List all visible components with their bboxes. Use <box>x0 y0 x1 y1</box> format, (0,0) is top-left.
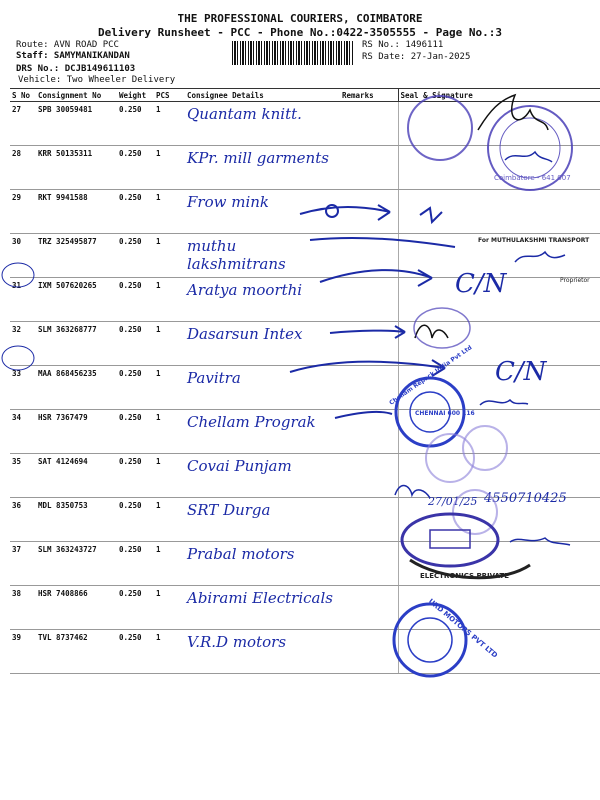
cell-consignment: SPB 30059481 <box>36 102 117 146</box>
cell-pcs: 1 <box>154 190 185 234</box>
cell-sno: 38 <box>10 586 36 630</box>
col-header-consignment: Consignment No <box>36 89 117 102</box>
cell-pcs: 1 <box>154 410 185 454</box>
cell-sno: 36 <box>10 498 36 542</box>
signature-stamp-row27 <box>408 96 472 160</box>
vehicle-label: Vehicle: Two Wheeler Delivery <box>18 75 176 85</box>
cell-sno: 39 <box>10 630 36 674</box>
cell-sno: 32 <box>10 322 36 366</box>
cell-pcs: 1 <box>154 234 185 278</box>
circle-mark-33 <box>2 346 34 370</box>
oval-stamp-row37 <box>402 514 498 566</box>
cell-sno: 35 <box>10 454 36 498</box>
cell-weight: 0.250 <box>117 630 154 674</box>
consignee-handwriting: Pavitra <box>187 369 241 387</box>
cell-weight: 0.250 <box>117 102 154 146</box>
cell-pcs: 1 <box>154 278 185 322</box>
cell-consignment: HSR 7408866 <box>36 586 117 630</box>
signature-scribble <box>515 252 565 262</box>
kpr-stamp <box>488 106 572 190</box>
signature-scribble <box>510 538 570 545</box>
consignee-handwriting: Abirami Electricals <box>187 589 333 607</box>
cell-pcs: 1 <box>154 498 185 542</box>
arrow-stroke <box>335 412 392 418</box>
faded-stamp <box>463 426 507 470</box>
cell-sno: 28 <box>10 146 36 190</box>
cell-sno: 37 <box>10 542 36 586</box>
signature-scribble <box>415 325 448 338</box>
cell-weight: 0.250 <box>117 366 154 410</box>
consignee-handwriting: SRT Durga <box>187 501 271 519</box>
cell-pcs: 1 <box>154 102 185 146</box>
remark-cn-33: C/N <box>495 357 547 387</box>
signature-scribble <box>480 400 528 405</box>
electronics-stamp-text: ELECTRONICS PRIVATE <box>420 572 509 580</box>
signature-scribble <box>478 95 548 130</box>
cell-consignment: SLM 363268777 <box>36 322 117 366</box>
urd-stamp-text: URD MOTORS PVT LTD <box>426 597 499 660</box>
arrow-stroke <box>320 270 432 286</box>
cell-consignment: TVL 8737462 <box>36 630 117 674</box>
chellam-stamp <box>388 344 475 446</box>
muthulakshmi-stamp: For MUTHULAKSHMI TRANSPORT <box>478 237 590 244</box>
cell-sno: 27 <box>10 102 36 146</box>
chellam-stamp-city: CHENNAI 600 116 <box>415 410 475 417</box>
cell-consignment: HSR 7367479 <box>36 410 117 454</box>
cell-pcs: 1 <box>154 146 185 190</box>
col-header-weight: Weight <box>117 89 154 102</box>
cell-weight: 0.250 <box>117 454 154 498</box>
cell-consignment: RKT 9941588 <box>36 190 117 234</box>
cell-pcs: 1 <box>154 454 185 498</box>
cell-pcs: 1 <box>154 542 185 586</box>
cell-consignment: KRR 50135311 <box>36 146 117 190</box>
cell-weight: 0.250 <box>117 498 154 542</box>
cell-consignment: IXM 507620265 <box>36 278 117 322</box>
signature-scribble <box>420 208 442 222</box>
staff-label: Staff: SAMYMANIKANDAN <box>16 51 130 61</box>
consignee-handwriting: muthu lakshmitrans <box>187 237 286 273</box>
consignee-handwriting: V.R.D motors <box>187 633 287 651</box>
rs-number: RS No.: 1496111 <box>362 40 444 50</box>
cell-sno: 34 <box>10 410 36 454</box>
cell-sno: 31 <box>10 278 36 322</box>
cell-consignment: MDL 8350753 <box>36 498 117 542</box>
cell-consignment: SLM 363243727 <box>36 542 117 586</box>
consignee-handwriting: Frow mink <box>187 193 269 211</box>
kpr-stamp-city: Coimbatore - 641 007 <box>494 174 571 182</box>
cell-consignment: SAT 4124694 <box>36 454 117 498</box>
cell-consignment: TRZ 325495877 <box>36 234 117 278</box>
cell-sno: 29 <box>10 190 36 234</box>
chellam-stamp-name: Chellam Repack India Pvt Ltd <box>388 344 474 407</box>
consignee-handwriting: Aratya moorthi <box>187 281 303 299</box>
cell-weight: 0.250 <box>117 322 154 366</box>
cell-sno: 30 <box>10 234 36 278</box>
document-subtitle: Delivery Runsheet - PCC - Phone No.:0422-3505555 - Page No.:3 <box>98 26 502 39</box>
cell-pcs: 1 <box>154 586 185 630</box>
arrow-stroke <box>330 326 405 338</box>
cell-weight: 0.250 <box>117 278 154 322</box>
col-header-sno: S No <box>10 89 36 102</box>
consignee-handwriting: Covai Punjam <box>187 457 292 475</box>
signature-scribble <box>505 152 552 162</box>
cell-pcs: 1 <box>154 630 185 674</box>
col-header-remarks: Remarks <box>340 89 398 102</box>
cell-weight: 0.250 <box>117 190 154 234</box>
remark-cn-31: C/N <box>455 269 507 299</box>
col-header-pcs: PCS <box>154 89 185 102</box>
stamp-row32 <box>414 308 470 348</box>
arrow-stroke <box>290 360 445 376</box>
cell-pcs: 1 <box>154 366 185 410</box>
route-label: Route: AVN ROAD PCC <box>16 40 119 50</box>
cell-weight: 0.250 <box>117 146 154 190</box>
urd-motors-stamp <box>394 597 499 676</box>
remark-date-36: 27/01/25 <box>428 495 478 508</box>
arrow-stroke <box>300 205 390 220</box>
cell-weight: 0.250 <box>117 410 154 454</box>
cell-weight: 0.250 <box>117 542 154 586</box>
consignee-handwriting: Chellam Prograk <box>187 413 316 431</box>
consignee-handwriting: Quantam knitt. <box>187 105 302 123</box>
document-title: THE PROFESSIONAL COURIERS, COIMBATORE <box>177 12 423 25</box>
signature-scribble <box>395 486 430 498</box>
arrow-stroke <box>310 238 455 247</box>
drs-label: DRS No.: DCJB149611103 <box>16 64 136 74</box>
cell-weight: 0.250 <box>117 234 154 278</box>
cell-consignment: MAA 868456235 <box>36 366 117 410</box>
remark-phone-36: 4550710425 <box>484 491 567 506</box>
col-header-seal: Seal & Signature <box>398 89 600 102</box>
consignee-handwriting: Dasarsun Intex <box>187 325 303 343</box>
cell-weight: 0.250 <box>117 586 154 630</box>
circle-mark-31 <box>2 263 34 287</box>
consignee-handwriting: Prabal motors <box>187 545 295 563</box>
rs-date: RS Date: 27-Jan-2025 <box>362 52 471 62</box>
proprietor-stamp: Proprietor <box>560 277 590 284</box>
consignee-handwriting: KPr. mill garments <box>187 149 329 167</box>
cell-pcs: 1 <box>154 322 185 366</box>
col-header-consignee: Consignee Details <box>185 89 340 102</box>
cell-sno: 33 <box>10 366 36 410</box>
